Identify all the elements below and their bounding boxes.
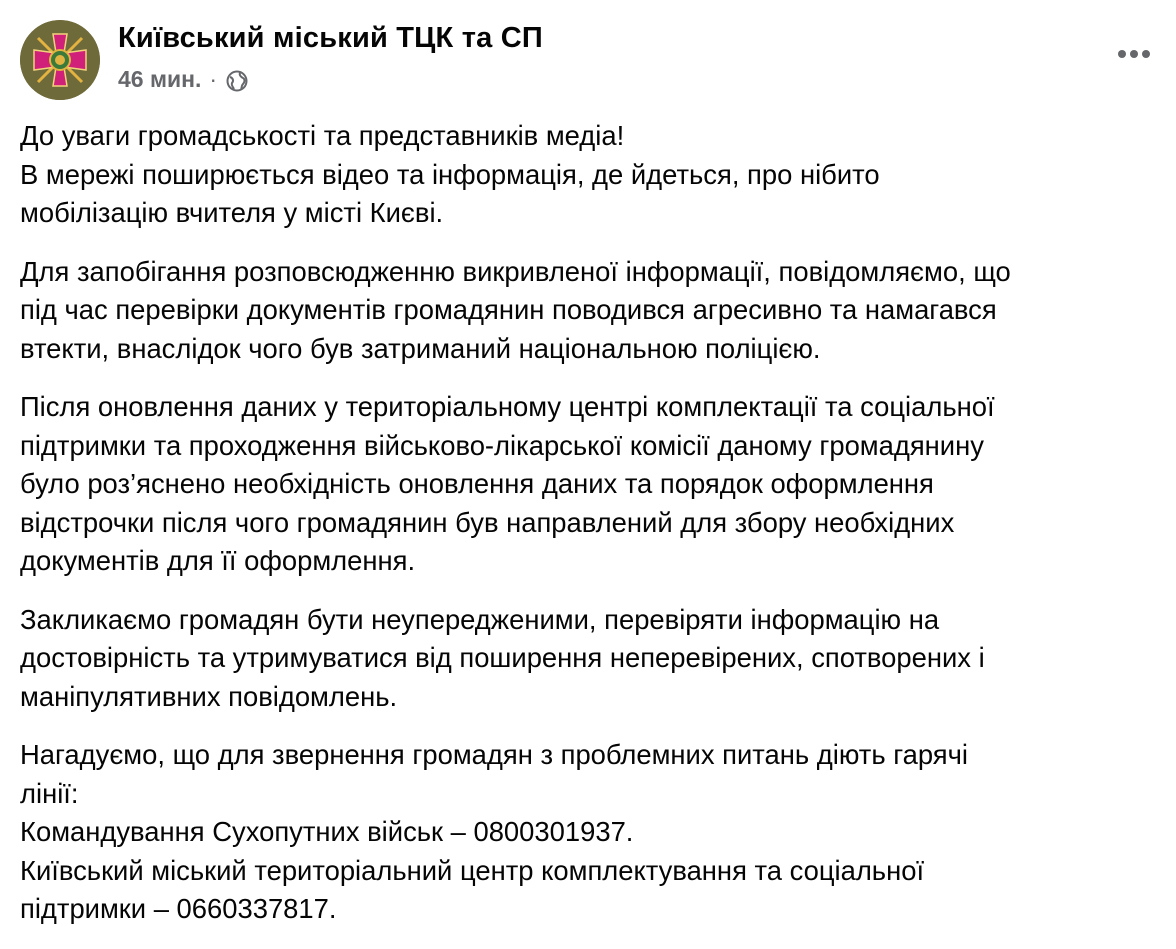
message-line: достовірність та утримуватися від поширення неперевірених, спотворених і: [20, 642, 985, 673]
post-timestamp-link[interactable]: 46 мин.: [118, 66, 202, 92]
message-line: До уваги громадськості та представників медіа!: [20, 120, 625, 151]
page-avatar[interactable]: [20, 20, 100, 100]
more-options-button[interactable]: [1112, 32, 1156, 76]
message-paragraph: [20, 736, 1160, 929]
message-line: Київський міський територіальний центр комплектування та соціальної: [20, 854, 925, 886]
page-name-link[interactable]: Київський міський ТЦК та СП: [118, 22, 543, 54]
message-paragraph: [20, 388, 1160, 581]
post-message: [20, 117, 1160, 949]
globe-icon[interactable]: [225, 69, 249, 93]
message-line: Закликаємо громадян бути неупередженими, перевіряти інформацію на: [20, 603, 940, 635]
message-paragraph: [20, 601, 1160, 717]
post-meta: [118, 66, 249, 93]
meta-separator: ·: [209, 66, 218, 92]
message-line: документів для її оформлення.: [20, 545, 416, 576]
message-paragraph: [20, 117, 1160, 233]
message-line: відстрочки після чого громадянин був направлений для збору необхідних: [20, 506, 955, 538]
message-line: підтримки – 0660337817.: [20, 893, 337, 924]
message-line: підтримки та проходження військово-лікарської комісії даному громадянину: [20, 429, 984, 461]
message-line: мобілізацію вчителя у місті Києві.: [20, 197, 444, 228]
message-line: маніпулятивних повідомлень.: [20, 680, 398, 712]
military-emblem-icon: [20, 20, 100, 100]
message-paragraph: [20, 253, 1160, 369]
message-line: Після оновлення даних у територіальному центрі комплектації та соціальної: [20, 391, 995, 422]
message-line: лінії:: [20, 777, 79, 809]
message-line: Командування Сухопутних військ – 0800301937.: [20, 816, 634, 847]
message-line: втекти, внаслідок чого був затриманий національною поліцією.: [20, 332, 821, 364]
message-line: В мережі поширюється відео та інформація, де йдеться, про нібито: [20, 158, 880, 190]
message-line: під час перевірки документів громадянин поводився агресивно та намагався: [20, 294, 997, 325]
message-line: було роз’яснено необхідність оновлення даних та порядок оформлення: [20, 468, 934, 499]
message-line: Нагадуємо, що для звернення громадян з проблемних питань діють гарячі: [20, 739, 968, 770]
post-header: [20, 20, 1160, 100]
more-options-icon: [1116, 49, 1152, 59]
message-line: Для запобігання розповсюдженню викривленої інформації, повідомляємо, що: [20, 255, 1011, 287]
